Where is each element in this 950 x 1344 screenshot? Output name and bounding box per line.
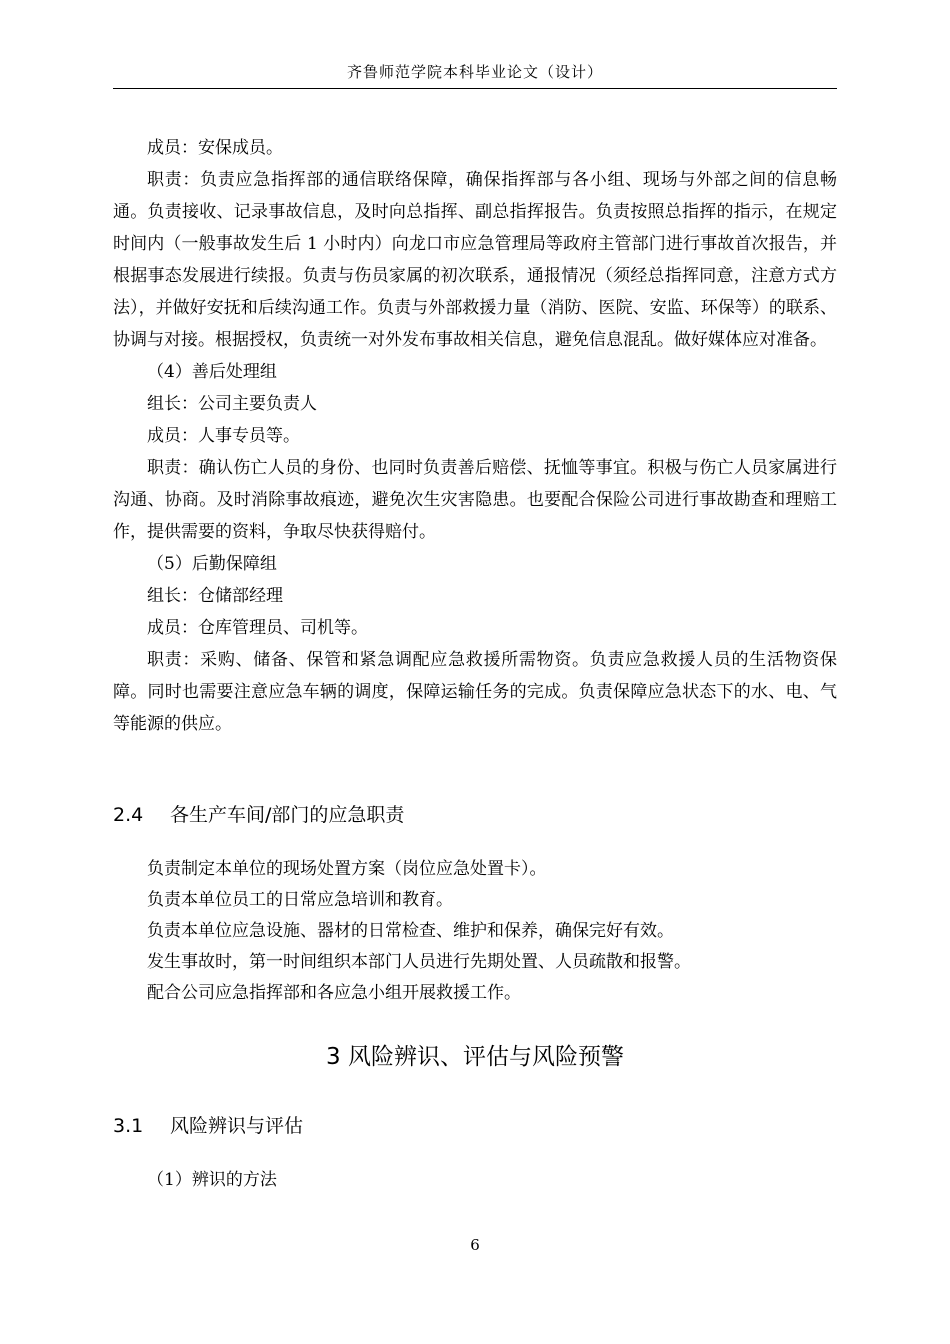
paragraph: 负责本单位员工的日常应急培训和教育。 [147, 890, 453, 910]
header-title: 齐鲁师范学院本科毕业论文（设计） [346, 63, 603, 81]
chapter-heading [0, 1038, 950, 1071]
page-footer [0, 1236, 950, 1254]
chapter-title: 3 风险辨识、评估与风险预警 [326, 1044, 624, 1070]
heading-title: 风险辨识与评估 [170, 1115, 304, 1137]
paragraph: 负责制定本单位的现场处置方案（岗位应急处置卡）。 [147, 859, 547, 879]
section-c [113, 1164, 837, 1196]
paragraph: （1）辨识的方法 [147, 1170, 277, 1190]
heading-title: 各生产车间/部门的应急职责 [170, 804, 405, 826]
section-a [113, 132, 837, 740]
paragraph: 成员：人事专员等。 [147, 426, 300, 446]
paragraph: 职责：采购、储备、保管和紧急调配应急救援所需物资。负责应急救援人员的生活物资保障。同时也需要注意应急车辆的调度，保障运输任务的完成。负责保障应急状态下的水、电、气等能源的供应。 [113, 650, 837, 734]
section-heading-2-4 [113, 800, 404, 827]
paragraph: 组长：仓储部经理 [147, 586, 283, 606]
paragraph: 成员：仓库管理员、司机等。 [147, 618, 368, 638]
paragraph: 职责：负责应急指挥部的通信联络保障，确保指挥部与各小组、现场与外部之间的信息畅通。负责接收、记录事故信息，及时向总指挥、副总指挥报告。负责按照总指挥的指示，在规定时间内（一般事故发生后 1 小时内）向龙口市应急管理局等政府主管部门进行事故首次报告，并根据事态发展进行续报。负责与伤员家属的初次联系，通报情况（须经总指挥同意，注意方式方法），并做好安抚和后续沟通工作。负责与外部救援力量（消防、医院、安监、环保等）的联系、协调与对接。根据授权，负责统一对外发布事故相关信息，避免信息混乱。做好媒体应对准备。 [113, 170, 837, 350]
page-header [113, 58, 837, 89]
paragraph: （4）善后处理组 [147, 362, 277, 382]
page-number: 6 [470, 1236, 480, 1254]
paragraph: 负责本单位应急设施、器材的日常检查、维护和保养，确保完好有效。 [147, 921, 674, 941]
paragraph: 成员：安保成员。 [147, 138, 283, 158]
heading-number: 2.4 [113, 804, 144, 826]
paragraph: 组长：公司主要负责人 [147, 394, 317, 414]
section-b [113, 854, 837, 1009]
paragraph: （5）后勤保障组 [147, 554, 277, 574]
paragraph: 职责：确认伤亡人员的身份、也同时负责善后赔偿、抚恤等事宜。积极与伤亡人员家属进行沟通、协商。及时消除事故痕迹，避免次生灾害隐患。也要配合保险公司进行事故勘查和理赔工作，提供需要的资料，争取尽快获得赔付。 [113, 458, 837, 542]
heading-number: 3.1 [113, 1115, 144, 1137]
paragraph: 配合公司应急指挥部和各应急小组开展救援工作。 [147, 983, 521, 1003]
section-heading-3-1 [113, 1111, 303, 1138]
paragraph: 发生事故时，第一时间组织本部门人员进行先期处置、人员疏散和报警。 [147, 952, 691, 972]
